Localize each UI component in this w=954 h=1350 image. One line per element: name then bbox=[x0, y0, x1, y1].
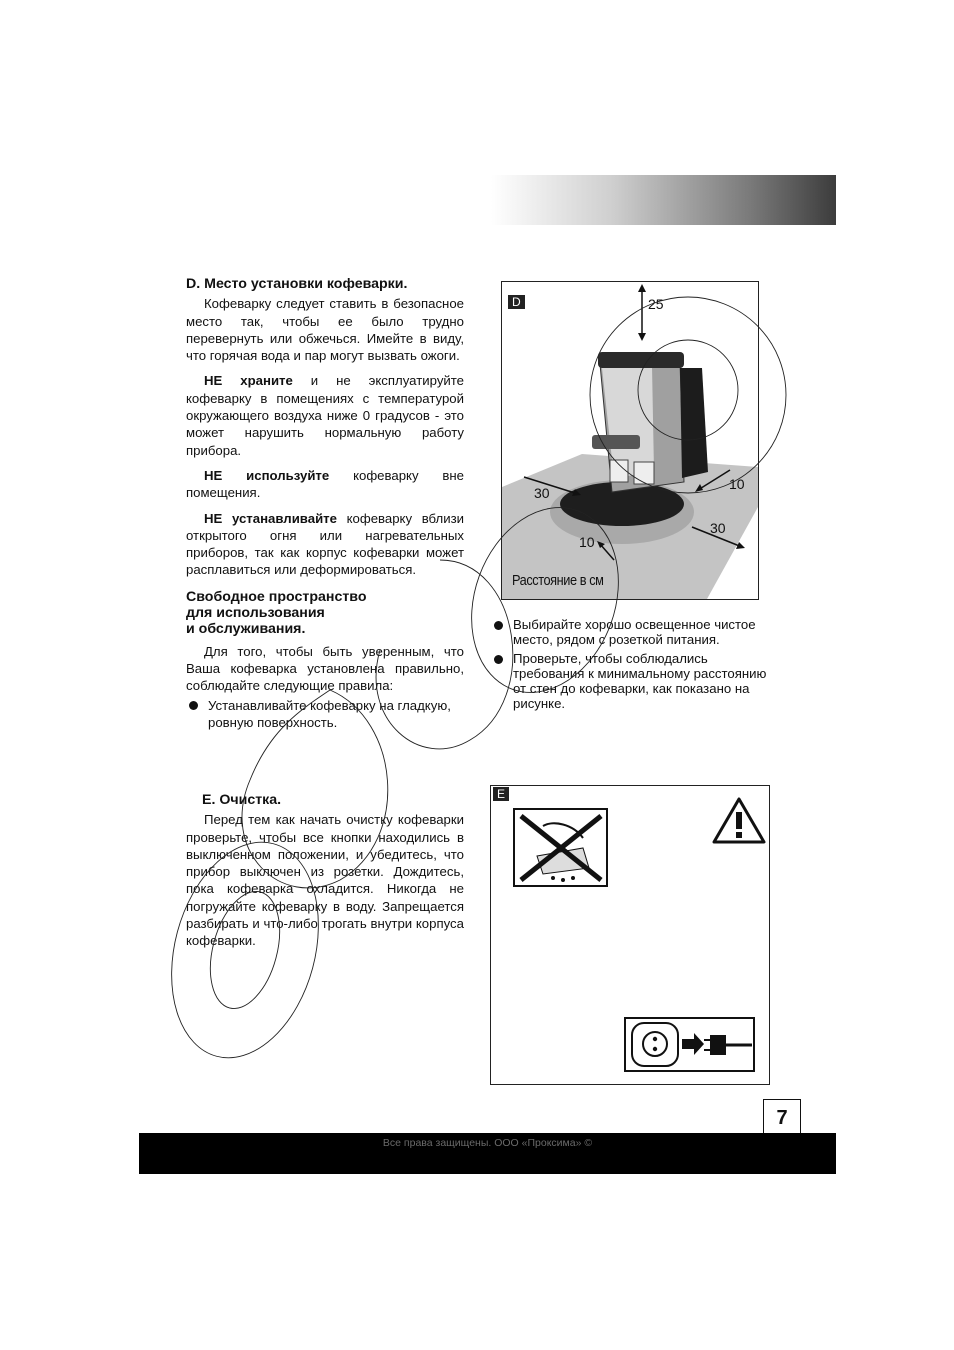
section-d-title: D. Место установки кофеварки. bbox=[186, 276, 408, 292]
bullet-wall-distance: Проверьте, чтобы соблюдались требования к минимальному расстоянию от стен до кофеварки, как показано на рисунке. bbox=[491, 651, 769, 711]
page-number: 7 bbox=[763, 1099, 801, 1137]
dim-left-value: 30 bbox=[534, 485, 550, 501]
figure-d-placement-diagram bbox=[501, 281, 759, 600]
section-d-paragraph-3 bbox=[186, 467, 464, 502]
water-tank bbox=[680, 368, 708, 478]
figure-e-label: E bbox=[493, 787, 509, 801]
section-d-text bbox=[186, 276, 464, 731]
header-gradient-bar bbox=[491, 175, 836, 225]
placement-rules-right bbox=[491, 617, 769, 715]
section-e-paragraph: Перед тем как начать очистку кофеварки проверьте, чтобы все кнопки находились в выключенном положении, и убедитесь, что прибор выключен из розетки. Дождитесь, пока кофеварка охладится. Никогда не погружайте кофеварку в воду. Запрещается разбирать и что-либо трогать внутри корпуса кофеварки. bbox=[186, 812, 464, 949]
free-space-title-line-3: и обслуживания. bbox=[186, 620, 306, 637]
coffee-maker-clearance-illustration bbox=[502, 282, 758, 599]
machine-top bbox=[598, 352, 684, 368]
section-e-text bbox=[186, 792, 464, 950]
figure-d-label: D bbox=[508, 295, 525, 309]
figure-d-caption: Расстояние в см bbox=[512, 572, 604, 589]
do-not-install-label: НЕ устанавливайте bbox=[204, 510, 337, 526]
section-d-paragraph-4-text: кофеварку вблизи открытого огня или нагревательных приборов, так как корпус кофеварки может расплавиться или деформироваться. bbox=[186, 510, 464, 578]
free-space-paragraph: Для того, чтобы быть уверенным, что Ваша кофеварка установлена правильно, соблюдайте следующие правила: bbox=[186, 643, 464, 694]
dim-top-value: 25 bbox=[648, 296, 664, 312]
free-space-title-line-2: для использования bbox=[186, 604, 325, 621]
dim-right-value: 10 bbox=[729, 476, 745, 492]
no-water-immersion-icon bbox=[513, 808, 609, 888]
footer-copyright: Все права защищены. ООО «Проксима» © bbox=[382, 1137, 593, 1149]
section-d-paragraph-1: Кофеварку следует ставить в безопасное место так, чтобы ее было трудно перевернуть или обжечься. Имейте в виду, что горячая вода и пар могут вызвать ожоги. bbox=[186, 296, 464, 364]
cup-left bbox=[610, 460, 628, 482]
dim-front-value: 10 bbox=[579, 534, 595, 550]
do-not-use-label: НЕ используйте bbox=[204, 467, 330, 483]
cup-right bbox=[634, 462, 654, 484]
bullet-well-lit-place: Выбирайте хорошо освещенное чистое место, рядом с розеткой питания. bbox=[491, 617, 769, 647]
dim-right-front-value: 30 bbox=[710, 520, 726, 536]
unplug-icon bbox=[624, 1017, 756, 1073]
free-space-title bbox=[186, 589, 464, 637]
section-e-title: E. Очистка. bbox=[202, 792, 282, 808]
section-d-paragraph-2-text: и не эксплуатируйте кофеварку в помещениях с температурой окружающего воздуха ниже 0 градусов - это может нарушить нормальную работу прибора. bbox=[186, 373, 464, 458]
portafilter bbox=[592, 435, 640, 449]
section-d-paragraph-3-text: кофеварку вне помещения. bbox=[186, 467, 464, 501]
warning-triangle-icon bbox=[711, 796, 767, 846]
section-d-paragraph-4 bbox=[186, 510, 464, 579]
section-d-paragraph-2 bbox=[186, 372, 464, 458]
figure-e-cleaning-diagram bbox=[490, 785, 770, 1085]
free-space-title-line-1: Свободное пространство bbox=[186, 588, 367, 605]
bullet-flat-surface: Устанавливайте кофеварку на гладкую, ровную поверхность. bbox=[186, 697, 464, 732]
do-not-store-label: НЕ храните bbox=[204, 373, 293, 389]
